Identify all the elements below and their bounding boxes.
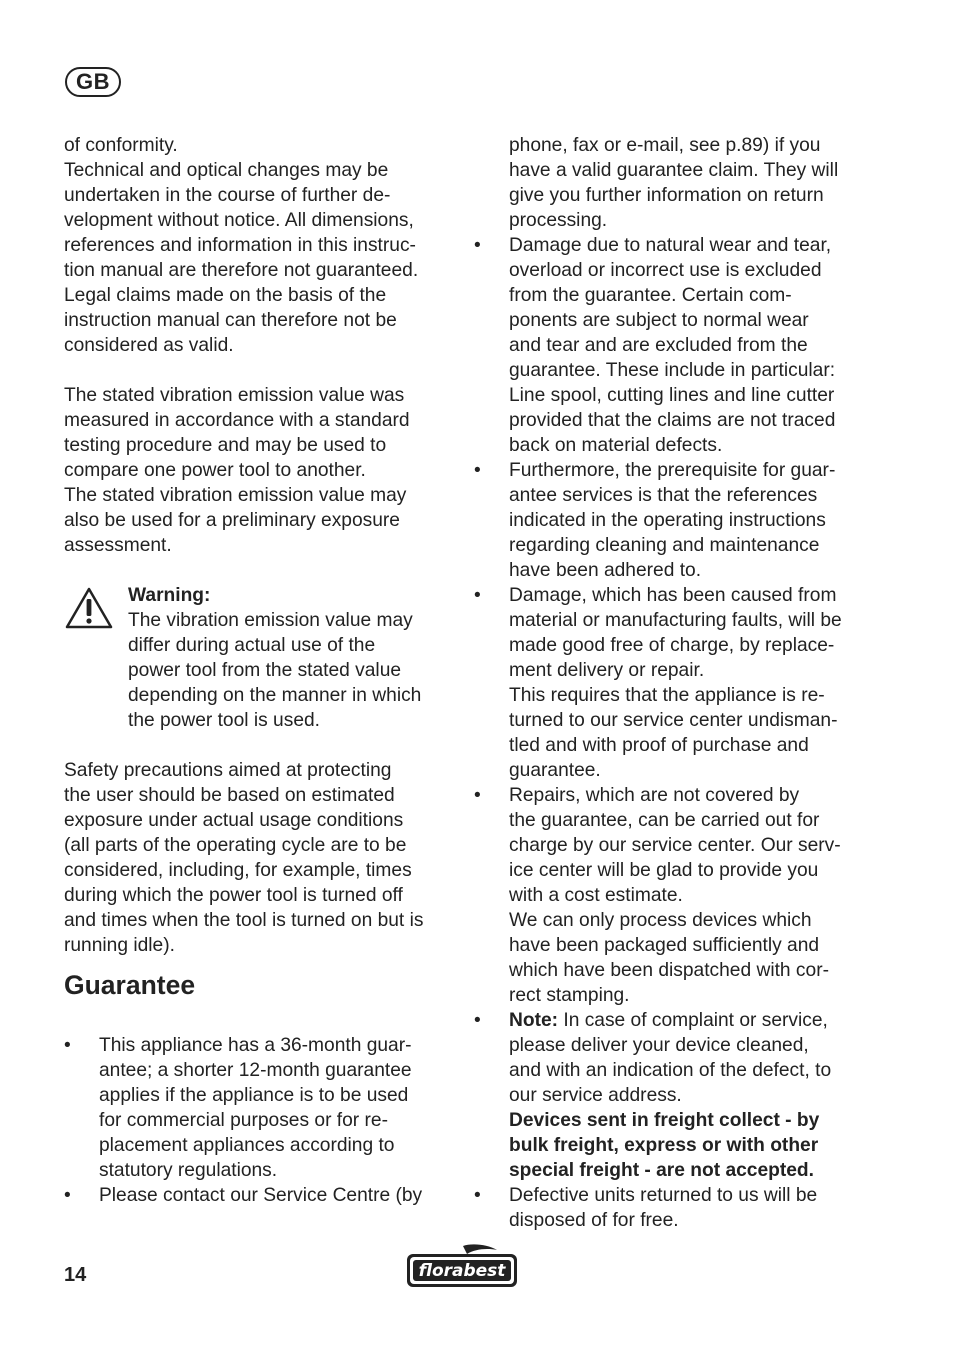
list-item — [472, 233, 864, 458]
list-item-line: tled and with proof of purchase and — [509, 735, 809, 756]
bold-notice-line: special freight - are not accepted. — [509, 1160, 814, 1181]
list-item-line: have been packaged sufficiently and — [509, 935, 820, 956]
text-line: also be used for a preliminary exposure — [64, 510, 400, 531]
text-line: assessment. — [64, 535, 172, 556]
vibration-paragraph — [64, 383, 454, 558]
list-item-line: ice center will be glad to provide you — [509, 860, 819, 881]
text-line: testing procedure and may be used to — [64, 435, 387, 456]
text-line: references and information in this instruc- — [64, 235, 416, 256]
warning-triangle-icon — [64, 586, 114, 630]
list-item-line: ponents are subject to normal wear — [509, 310, 809, 331]
list-item — [472, 458, 864, 583]
list-item-line: Damage due to natural wear and tear, — [509, 235, 832, 256]
list-item-line: and tear and are excluded from the — [509, 335, 808, 356]
paragraph-gap — [64, 733, 454, 758]
bullet-marker: • — [474, 460, 481, 481]
language-badge: GB — [65, 67, 121, 97]
section-title-guarantee: Guarantee — [64, 970, 196, 1000]
list-item — [472, 783, 864, 1008]
list-item-line: have been adhered to. — [509, 560, 702, 581]
warning-line: the power tool is used. — [128, 710, 320, 731]
warning-line: power tool from the stated value — [128, 660, 402, 681]
list-item-line: have a valid guarantee claim. They will — [509, 160, 839, 181]
list-item — [472, 583, 864, 783]
list-item-line: and with an indication of the defect, to — [509, 1060, 832, 1081]
logo-wordmark: florabest — [418, 1261, 506, 1281]
list-item — [472, 1008, 864, 1183]
list-item-line: turned to our service center undisman- — [509, 710, 838, 731]
list-item-line: regarding cleaning and maintenance — [509, 535, 820, 556]
bullet-marker: • — [474, 785, 481, 806]
text-line: considered as valid. — [64, 335, 234, 356]
warning-line: The vibration emission value may — [128, 610, 413, 631]
list-item-line: overload or incorrect use is excluded — [509, 260, 822, 281]
text-line: The stated vibration emission value may — [64, 485, 407, 506]
safety-paragraph — [64, 758, 454, 958]
list-item-line: from the guarantee. Certain com- — [509, 285, 792, 306]
note-label: Note: — [509, 1010, 559, 1031]
text-line: Legal claims made on the basis of the — [64, 285, 387, 306]
text-line: and times when the tool is turned on but is — [64, 910, 424, 931]
list-item-line: Defective units returned to us will be — [509, 1185, 818, 1206]
list-item-line: This appliance has a 36-month guar- — [99, 1035, 412, 1056]
text-line: considered, including, for example, times — [64, 860, 412, 881]
warning-line: differ during actual use of the — [128, 635, 376, 656]
warning-line: depending on the manner in which — [128, 685, 422, 706]
text-line: tion manual are therefore not guaranteed. — [64, 260, 419, 281]
list-item-line: please deliver your device cleaned, — [509, 1035, 809, 1056]
list-item-line: back on material defects. — [509, 435, 723, 456]
list-item-line: provided that the claims are not traced — [509, 410, 836, 431]
warning-block — [64, 583, 454, 733]
text-line: measured in accordance with a standard — [64, 410, 410, 431]
list-item-line — [509, 1008, 864, 1033]
text-line: during which the power tool is turned off — [64, 885, 403, 906]
list-item-line: Line spool, cutting lines and line cutter — [509, 385, 835, 406]
text-line: Technical and optical changes may be — [64, 160, 389, 181]
text-line: compare one power tool to another. — [64, 460, 366, 481]
list-item-line: This requires that the appliance is re- — [509, 685, 825, 706]
bold-notice-line: bulk freight, express or with other — [509, 1135, 819, 1156]
text-line: running idle). — [64, 935, 175, 956]
list-item-line: material or manufacturing faults, will be — [509, 610, 842, 631]
page-number: 14 — [64, 1264, 87, 1286]
bullet-marker: • — [64, 1035, 71, 1056]
paragraph-gap — [64, 1008, 454, 1033]
list-item-line: applies if the appliance is to be used — [99, 1085, 409, 1106]
bullet-marker: • — [64, 1185, 71, 1206]
list-item-line: rect stamping. — [509, 985, 630, 1006]
bullet-marker: • — [474, 235, 481, 256]
text-line: instruction manual can therefore not be — [64, 310, 397, 331]
list-item-line: Damage, which has been caused from — [509, 585, 837, 606]
list-item-line: for commercial purposes or for re- — [99, 1110, 388, 1131]
list-item-line: which have been dispatched with cor- — [509, 960, 829, 981]
list-item-line: guarantee. These include in particular: — [509, 360, 836, 381]
text-line: the user should be based on estimated — [64, 785, 395, 806]
text-line: velopment without notice. All dimensions, — [64, 210, 414, 231]
list-item-line: ment delivery or repair. — [509, 660, 705, 681]
bullet-marker: • — [474, 585, 481, 606]
paragraph-gap — [64, 558, 454, 583]
list-item-line: phone, fax or e-mail, see p.89) if you — [509, 135, 821, 156]
right-column — [472, 133, 864, 1233]
list-item-continuation — [472, 133, 864, 233]
list-item-line: Please contact our Service Centre (by — [99, 1185, 423, 1206]
bullet-marker: • — [474, 1010, 481, 1031]
list-item — [472, 1183, 864, 1233]
text-line: of conformity. — [64, 135, 178, 156]
text-line: Safety precautions aimed at protecting — [64, 760, 392, 781]
list-item-line: guarantee. — [509, 760, 601, 781]
left-column — [64, 133, 454, 1208]
list-item-line: placement appliances according to — [99, 1135, 395, 1156]
bold-notice-line: Devices sent in freight collect - by — [509, 1110, 820, 1131]
list-item-line: the guarantee, can be carried out for — [509, 810, 820, 831]
list-item-line: disposed of for free. — [509, 1210, 679, 1231]
list-item — [64, 1033, 454, 1183]
text-line: exposure under actual usage conditions — [64, 810, 404, 831]
list-item-line: our service address. — [509, 1085, 682, 1106]
bullet-marker: • — [474, 1185, 481, 1206]
note-text: In case of complaint or service, — [558, 1010, 828, 1031]
list-item-line: Repairs, which are not covered by — [509, 785, 800, 806]
list-item-line: Furthermore, the prerequisite for guar- — [509, 460, 836, 481]
list-item-line: statutory regulations. — [99, 1160, 278, 1181]
list-item-line: We can only process devices which — [509, 910, 812, 931]
list-item-line: made good free of charge, by replace- — [509, 635, 835, 656]
list-item-line: indicated in the operating instructions — [509, 510, 826, 531]
list-item-line: with a cost estimate. — [509, 885, 683, 906]
text-line: (all parts of the operating cycle are to be — [64, 835, 407, 856]
list-item-line: processing. — [509, 210, 608, 231]
text-line: undertaken in the course of further de- — [64, 185, 391, 206]
list-item-line: antee services is that the references — [509, 485, 818, 506]
text-line: The stated vibration emission value was — [64, 385, 405, 406]
list-item-line: charge by our service center. Our serv- — [509, 835, 841, 856]
list-item — [64, 1183, 454, 1208]
warning-title: Warning: — [128, 585, 211, 606]
paragraph-gap — [64, 358, 454, 383]
conformity-paragraph — [64, 133, 454, 358]
list-item-line: antee; a shorter 12-month guarantee — [99, 1060, 412, 1081]
florabest-logo — [405, 1244, 519, 1290]
list-item-line: give you further information on return — [509, 185, 824, 206]
